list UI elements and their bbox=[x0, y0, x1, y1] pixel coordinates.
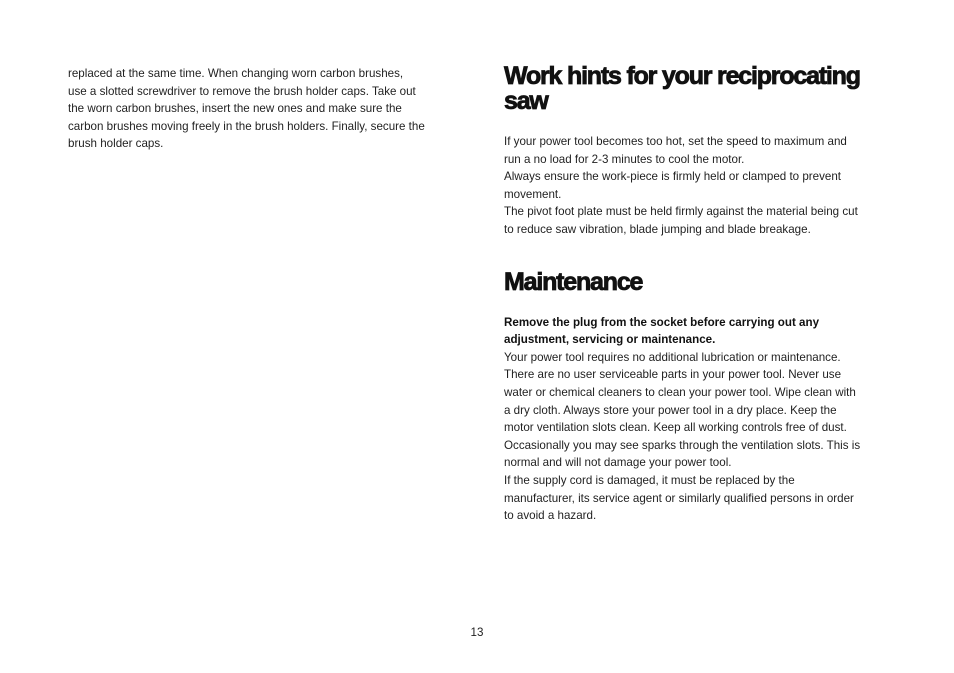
text-line: carbon brushes moving freely in the brush holders. Finally, secure the bbox=[68, 119, 425, 133]
text-line: to avoid a hazard. bbox=[504, 509, 597, 523]
text-line: Always ensure the work-piece is firmly held or clamped to prevent bbox=[504, 170, 842, 184]
text-line: If the supply cord is damaged, it must be replaced by the bbox=[504, 473, 795, 487]
text-line: normal and will not damage your power tool. bbox=[504, 456, 732, 470]
text-line: If your power tool becomes too hot, set the speed to maximum and bbox=[504, 135, 847, 148]
text-line: use a slotted screwdriver to remove the brush holder caps. Take out bbox=[68, 84, 416, 98]
right-column bbox=[504, 64, 890, 525]
heading-line: saw bbox=[504, 87, 548, 115]
text-line: There are no user serviceable parts in your power tool. Never use bbox=[504, 368, 842, 382]
maintenance-warning bbox=[504, 314, 890, 349]
page-number: 13 bbox=[470, 626, 484, 639]
text-line: Occasionally you may see sparks through the ventilation slots. This is bbox=[504, 438, 861, 452]
text-line: Your power tool requires no additional lubrication or maintenance. bbox=[504, 350, 841, 364]
text-line: replaced at the same time. When changing worn carbon brushes, bbox=[68, 67, 404, 80]
text-line: adjustment, servicing or maintenance. bbox=[504, 333, 716, 347]
maintenance-paragraph bbox=[504, 349, 890, 525]
text-line: a dry cloth. Always store your power tool in a dry place. Keep the bbox=[504, 403, 837, 417]
text-line: run a no load for 2-3 minutes to cool the motor. bbox=[504, 152, 745, 166]
maintenance-heading: Maintenance bbox=[504, 267, 643, 296]
text-line: the worn carbon brushes, insert the new ones and make sure the bbox=[68, 102, 402, 116]
text-line: brush holder caps. bbox=[68, 137, 164, 151]
text-line: to reduce saw vibration, blade jumping and blade breakage. bbox=[504, 222, 811, 236]
heading-line: Work hints for your reciprocating bbox=[504, 62, 860, 90]
text-line: motor ventilation slots clean. Keep all working controls free of dust. bbox=[504, 421, 847, 435]
text-line: Remove the plug from the socket before carrying out any bbox=[504, 315, 820, 329]
text-line: The pivot foot plate must be held firmly against the material being cut bbox=[504, 205, 858, 219]
text-line: movement. bbox=[504, 187, 562, 201]
work-hints-heading bbox=[504, 64, 894, 114]
left-column bbox=[68, 65, 460, 153]
text-line: water or chemical cleaners to clean your power tool. Wipe clean with bbox=[504, 385, 856, 399]
work-hints-paragraph bbox=[504, 133, 890, 239]
text-line: manufacturer, its service agent or similarly qualified persons in order bbox=[504, 491, 854, 505]
brush-replacement-paragraph bbox=[68, 65, 460, 153]
